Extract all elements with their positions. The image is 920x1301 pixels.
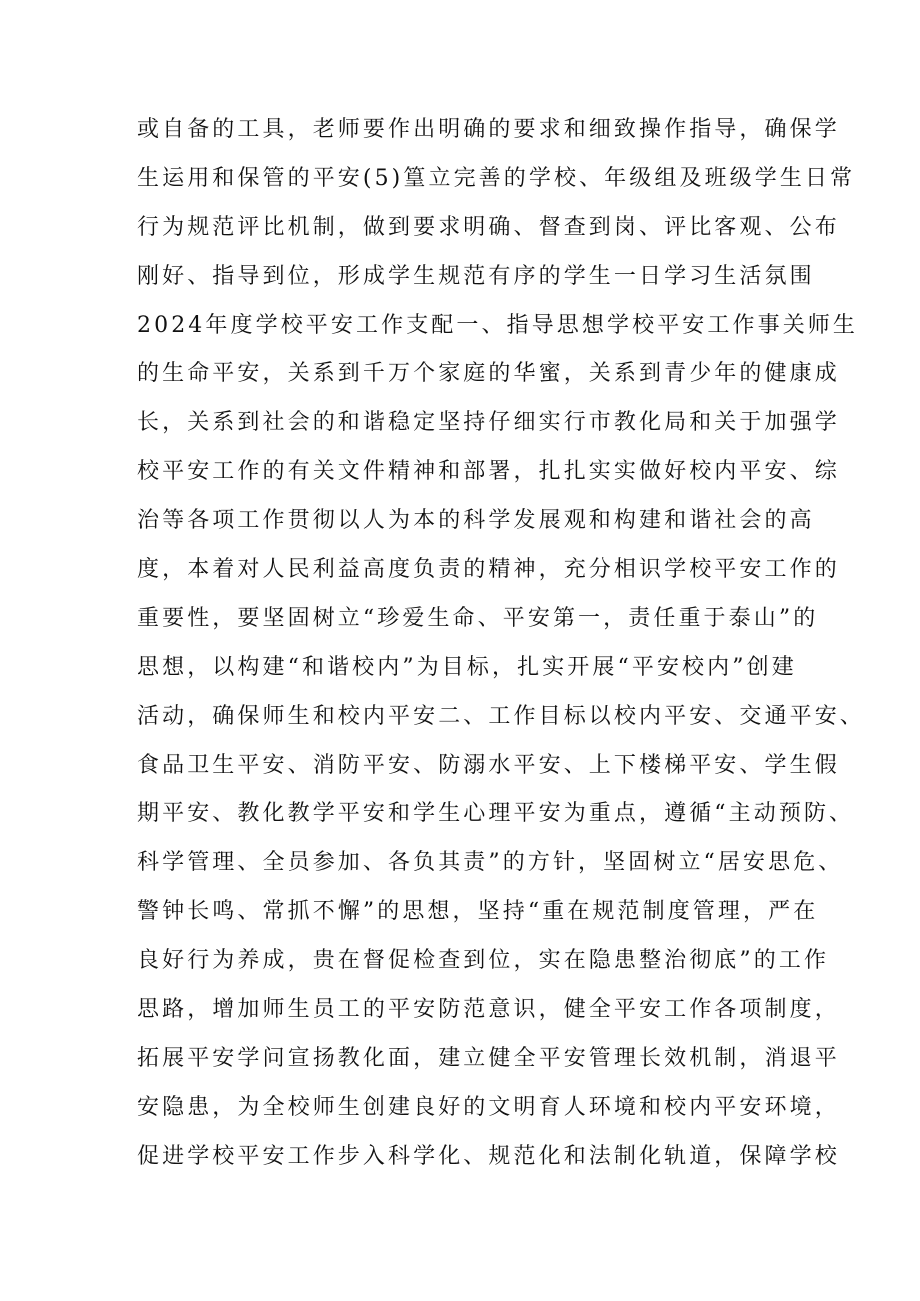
text-line: 思路，增加师生员工的平安防范意识，健全平安工作各项制度， — [137, 997, 840, 1023]
text-line: 度，本着对人民利益高度负责的精神，充分相识学校平安工作的 — [137, 557, 840, 583]
text-line: 刚好、指导到位，形成学生规范有序的学生一日学习生活氛围 — [137, 263, 815, 289]
text-line: 食品卫生平安、消防平安、防溺水平安、上下楼梯平安、学生假 — [137, 752, 840, 778]
text-line: 行为规范评比机制，做到要求明确、督查到岗、评比客观、公布 — [137, 214, 840, 240]
text-line: 良好行为养成，贵在督促检查到位，实在隐患整治彻底”的工作 — [137, 948, 830, 974]
text-line: 治等各项工作贯彻以人为本的科学发展观和构建和谐社会的高 — [137, 508, 815, 534]
text-line: 或自备的工具，老师要作出明确的要求和细致操作指导，确保学 — [137, 117, 840, 142]
text-line: 安隐患，为全校师生创建良好的文明育人环境和校内平安环境， — [137, 1094, 840, 1120]
text-line: 生运用和保管的平安(5)篁立完善的学校、年级组及班级学生日常 — [137, 165, 856, 191]
text-line: 期平安、教化教学平安和学生心理平安为重点，遵循“主动预防、 — [137, 801, 855, 827]
text-line: 长，关系到社会的和谐稳定坚持仔细实行市教化局和关于加强学 — [137, 410, 840, 436]
text-line: 思想，以构建“和谐校内”为目标，扎实开展“平安校内”创建 — [137, 654, 797, 680]
text-line: 拓展平安学问宣扬教化面，建立健全平安管理长效机制，消退平 — [137, 1045, 840, 1071]
text-line: 促进学校平安工作步入科学化、规范化和法制化轨道，保障学校 — [137, 1143, 840, 1169]
text-line: 警钟长鸣、常抓不懈”的思想，坚持“重在规范制度管理，严在 — [137, 899, 819, 925]
text-line: 活动，确保师生和校内平安二、工作目标以校内平安、交通平安、 — [137, 703, 865, 729]
text-line: 的生命平安，关系到千万个家庭的华蜜，关系到青少年的健康成 — [137, 361, 840, 387]
text-line: 科学管理、全员参加、各负其责”的方针，坚固树立“居安思危、 — [137, 850, 844, 876]
text-line: 2024年度学校平安工作支配一、指导思想学校平安工作事关师生 — [137, 312, 858, 338]
text-line: 重要性，要坚固树立“珍爱生命、平安第一，责任重于泰山”的 — [137, 605, 819, 631]
text-line: 校平安工作的有关文件精神和部署，扎扎实实做好校内平安、综 — [137, 459, 840, 485]
body-text — [137, 106, 865, 1182]
